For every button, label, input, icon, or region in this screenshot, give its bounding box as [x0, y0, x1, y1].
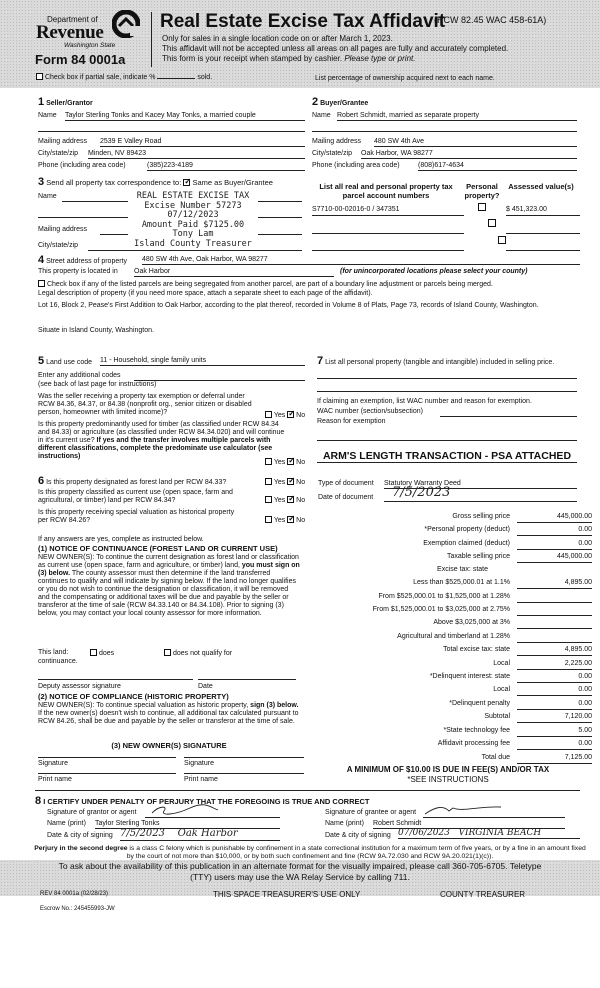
buyer-mailing-field[interactable]: 480 SW 4th Ave — [374, 138, 577, 147]
stamp-office: Island County Treasurer — [134, 238, 252, 249]
doc-type-field[interactable]: Statutory Warranty Deed — [384, 480, 577, 489]
street-address-row: 4 Street address of property — [38, 254, 128, 266]
treasurer-use-label: THIS SPACE TREASURER'S USE ONLY — [213, 890, 361, 899]
owner-signature-line-1[interactable] — [38, 757, 176, 758]
corr-name-label: Name — [38, 193, 57, 200]
personal-property-checkbox[interactable] — [478, 203, 486, 211]
seller-name-field[interactable]: Taylor Sterling Tonks and Kacey May Tonks, a married couple — [65, 112, 305, 121]
grantee-signature-field[interactable] — [423, 809, 565, 818]
buyer-section-title: 2 Buyer/Grantee — [312, 96, 369, 108]
segregated-row — [38, 280, 598, 289]
parcel-number-field[interactable] — [312, 242, 464, 251]
tax-row-tier3: From $1,525,000.01 to $3,025,000 at 2.75% — [310, 606, 600, 616]
buyer-city-label: City/state/zip — [312, 150, 353, 157]
seller-city-field[interactable]: Minden, NV 89423 — [88, 150, 305, 159]
ownership-note: List percentage of ownership acquired next to each name. — [315, 75, 495, 82]
current-use-yes-checkbox[interactable] — [265, 496, 272, 503]
exemption-no-checkbox[interactable] — [287, 411, 294, 418]
buyer-city-field[interactable]: Oak Harbor, WA 98277 — [361, 150, 577, 159]
forest-question: 6 Is this property designated as forest land per RCW 84.33? — [38, 475, 227, 487]
stamp-excise-number: Excise Number 57273 — [144, 200, 242, 211]
historic-no-checkbox[interactable] — [287, 516, 294, 523]
grantor-name-field[interactable]: Taylor Sterling Tonks — [95, 820, 280, 829]
tax-row-processing-fee: Affidavit processing fee 0.00 — [310, 740, 600, 750]
seller-phone-label: Phone (including area code) — [38, 162, 126, 169]
new-owner-signature-title: (3) NEW OWNER(S) SIGNATURE — [111, 741, 227, 750]
grantor-signature-scribble-icon — [150, 803, 220, 817]
tax-row-agricultural: Agricultural and timberland at 1.28% — [310, 633, 600, 643]
historic-question: Is this property receiving special valuation as historical property per RCW 84.26? — [38, 509, 235, 525]
taxable-selling-price[interactable]: 445,000.00 — [517, 553, 592, 563]
grantor-date: 7/5/2023 — [120, 828, 165, 839]
certify-title: 8 I CERTIFY UNDER PENALTY OF PERJURY THAT THE FOREGOING IS TRUE AND CORRECT — [35, 795, 370, 807]
delinquent-penalty[interactable]: 0.00 — [517, 700, 592, 710]
tax-row-gross: Gross selling price 445,000.00 — [310, 513, 600, 523]
parcel-number-field[interactable]: S7710-00-02016-0 / 347351 — [312, 206, 464, 216]
personal-col-header: Personal property? — [464, 182, 500, 200]
assessed-value-field[interactable] — [506, 242, 580, 251]
seller-city-label: City/state/zip — [38, 150, 79, 157]
parcel-col-header: List all real and personal property tax parcel account numbers — [319, 182, 453, 200]
seller-section-title: 1 Seller/Grantor — [38, 96, 93, 108]
total-state-tax[interactable]: 4,895.00 — [517, 646, 592, 656]
grantor-date-label: Date & city of signing — [47, 832, 113, 839]
segregated-checkbox[interactable] — [38, 280, 45, 287]
timber-yes-no: Yes ✓ No — [265, 458, 305, 467]
tax-row-excise-header: Excise tax: state — [437, 566, 488, 573]
partial-sale-checkbox[interactable] — [36, 73, 43, 80]
perjury-notice: Perjury in the second degree is a class C felony which is punishable by confinement in a state correctional institution for a maximum term of five years, or by a fine in an amount fixed by the court of not more than $10,000, or by both such confinement and fine (RCW 9A.72.030 and RCW 9A.20.021(1)(c)). — [34, 845, 586, 860]
seller-name-line2[interactable] — [38, 131, 305, 132]
this-land-label: This land: — [38, 649, 69, 656]
corr-mailing-label: Mailing address — [38, 226, 88, 233]
owner-signature-label-1: Signature — [38, 760, 68, 767]
personal-property-checkbox[interactable] — [488, 219, 496, 227]
doc-date-field[interactable]: 7/5/2023 — [384, 486, 577, 502]
personal-property-checkbox[interactable] — [498, 236, 506, 244]
subtotal[interactable]: 7,120.00 — [517, 713, 592, 723]
reason-label: Reason for exemption — [317, 418, 386, 425]
grantee-date: 07/06/2023 — [398, 828, 450, 838]
forest-no-checkbox[interactable] — [287, 478, 294, 485]
owner-signature-label-2: Signature — [184, 760, 214, 767]
land-use-code-field[interactable]: 11 - Household, single family units — [100, 357, 305, 366]
partial-sale-suffix: sold. — [197, 74, 213, 81]
located-label: This property is located in — [38, 268, 118, 275]
grantee-signature-scribble-icon — [423, 803, 503, 817]
escrow-number: Escrow No.: 245455993-JW — [40, 906, 115, 912]
assessed-value-field[interactable] — [506, 225, 580, 234]
grantee-city: VIRGINIA BEACH — [458, 828, 542, 838]
tax-row-delinquent-interest-state: *Delinquent interest: state 0.00 — [310, 673, 600, 683]
exemption-yes-checkbox[interactable] — [265, 411, 272, 418]
land-use-row: 5 Land use code — [38, 355, 93, 367]
stamp-name: Tony Lam — [172, 229, 214, 240]
tax-row-local: Local 2,225.00 — [310, 660, 600, 670]
buyer-name-label: Name — [312, 112, 331, 119]
owner-signature-line-2[interactable] — [184, 757, 304, 758]
grantee-date-label: Date & city of signing — [325, 832, 391, 839]
forest-yes-no: Yes ✓ No — [265, 478, 305, 487]
grantee-name-field[interactable]: Robert Schmidt — [373, 820, 565, 829]
state-technology-fee[interactable]: 5.00 — [517, 727, 592, 737]
parcel-number-field[interactable] — [312, 225, 464, 234]
doc-date-label: Date of document — [318, 494, 374, 501]
tier2-tax[interactable] — [517, 593, 592, 603]
stamp-line-1: REAL ESTATE EXCISE TAX — [136, 191, 250, 201]
form-number: Form 84 0001a — [35, 52, 126, 67]
logo-state-text: Washington State — [64, 42, 116, 49]
tax-row-tech-fee: *State technology fee 5.00 — [310, 727, 600, 737]
does-option: does — [90, 649, 114, 658]
additional-codes-label: Enter any additional codes — [38, 372, 121, 379]
tax-row-delinquent-penalty: *Delinquent penalty 0.00 — [310, 700, 600, 710]
personal-property-line-2[interactable] — [317, 391, 577, 392]
tax-row-tier4: Above $3,025,000 at 3% — [310, 619, 600, 629]
tax-row-delinquent-interest-local: Local 0.00 — [310, 686, 600, 696]
deputy-signature-line[interactable] — [38, 679, 193, 680]
stamp-date: 07/12/2023 — [167, 210, 219, 221]
tax-row-exemption: Exemption claimed (deduct) 0.00 — [310, 540, 600, 550]
located-note: (for unincorporated locations please select your county) — [340, 268, 528, 275]
tier3-tax[interactable] — [517, 606, 592, 616]
owner-print-label-1: Print name — [38, 776, 72, 783]
if-yes-note: If any answers are yes, complete as instructed below. — [38, 536, 204, 543]
forest-yes-checkbox[interactable] — [265, 478, 272, 485]
buyer-name-field[interactable]: Robert Schmidt, married as separate property — [337, 112, 577, 121]
page-title: Real Estate Excise Tax Affidavit — [160, 11, 446, 32]
same-as-buyer-label: Same as Buyer/Grantee — [192, 178, 273, 187]
notice-compliance-text: NEW OWNER(S): To continue special valuation as historic property, sign (3) below. If the new owner(s) doesn't wish to continue, all additional tax calculated pursuant to RCW 84.26, shall be due and payable by the seller or transferor at the time of sale. — [38, 702, 299, 726]
grantor-date-city-field[interactable] — [120, 828, 280, 841]
tax-row-subtotal: Subtotal 7,120.00 — [310, 713, 600, 723]
current-use-yes-no: Yes ✓ No — [265, 496, 305, 505]
grantor-signature-label: Signature of grantor or agent — [47, 809, 137, 816]
legal-description-label: Legal description of property (if you need more space, attach a separate sheet to each page of the affidavit). — [38, 290, 373, 297]
buyer-name-line2[interactable] — [312, 131, 577, 132]
exemption-yes-no: Yes ✓ No — [265, 411, 305, 420]
partial-sale-label: Check box if partial sale, indicate % — [44, 74, 156, 81]
personal-property-label: 7 List all personal property (tangible and intangible) included in selling price. — [317, 355, 555, 367]
doc-type-label: Type of document — [318, 480, 374, 487]
does-not-checkbox[interactable] — [164, 649, 171, 656]
local-tax[interactable]: 2,225.00 — [517, 660, 592, 670]
reason-line-1[interactable] — [317, 440, 577, 441]
notice-continuance-text: NEW OWNER(S): To continue the current designation as forest land or classification as current use (open space, farm and agriculture, or timber) land, you must sign on (3) below. The county assessor must then determine if the land transferred continues to qualify and will indicate by signing below. If the land no longer qualifies or you do not wish to continue the designation or classification, it will be removed and the compensating or additional taxes will be due and payable by the seller or transferor at the time of sale (RCW 84.33.140 or 84.34.108). Prior to signing (3) below, you may contact your local county assessor for more information. — [38, 554, 300, 618]
subtitle-3: This form is your receipt when stamped by cashier. Please type or print. — [162, 54, 416, 63]
timber-yes-checkbox[interactable] — [265, 458, 272, 465]
delinquent-interest-state[interactable]: 0.00 — [517, 673, 592, 683]
exemption-deduct[interactable]: 0.00 — [517, 540, 592, 550]
street-address-field[interactable]: 480 SW 4th Ave, Oak Harbor, WA 98277 — [142, 256, 580, 265]
logo-revenue-text: Revenue — [36, 22, 104, 43]
tax-row-taxable: Taxable selling price 445,000.00 — [310, 553, 600, 563]
assessed-col-header: Assessed value(s) — [508, 182, 574, 191]
treasurer-stamp — [128, 192, 258, 249]
seller-mailing-label: Mailing address — [38, 138, 88, 145]
grantor-signature-field[interactable] — [145, 809, 280, 818]
tier1-tax[interactable]: 4,895.00 — [517, 579, 592, 589]
tier4-tax[interactable] — [517, 619, 592, 629]
legal-description-text[interactable]: Lot 16, Block 2, Pease's First Addition to Oak Harbor, according to the plat thereof, recorded in Volume 8 of Plats, Page 73, records of Island County, Washington. — [38, 302, 539, 309]
county-treasurer-label: COUNTY TREASURER — [440, 890, 526, 899]
correspondence-row: 3 Send all property tax correspondence to: ✓ Same as Buyer/Grantee — [38, 176, 273, 189]
tax-row-total-due: Total due 7,125.00 — [310, 754, 600, 764]
additional-codes-note: (see back of last page for instructions) — [38, 381, 157, 388]
grantee-name-label: Name (print) — [325, 820, 364, 827]
logo-dept-text: Department of — [47, 15, 98, 24]
segregated-label: Check box if any of the listed parcels are being segregated from another parcel, are part of a boundary line adjustment or parcels being merged. — [46, 281, 493, 288]
does-checkbox[interactable] — [90, 649, 97, 656]
grantee-signature-label: Signature of grantee or agent — [325, 809, 417, 816]
deputy-signature-label: Deputy assessor signature — [38, 683, 121, 690]
notice-compliance-title: (2) NOTICE OF COMPLIANCE (HISTORIC PROPERTY) — [38, 692, 229, 701]
tax-row-tier2: From $525,000.01 to $1,525,000 at 1.28% — [310, 593, 600, 603]
rcw-reference: (RCW 82.45 WAC 458-61A) — [434, 15, 547, 25]
located-field[interactable]: Oak Harbor — [134, 268, 334, 277]
notice-continuance-title: (1) NOTICE OF CONTINUANCE (FOREST LAND OR CURRENT USE) — [38, 544, 278, 553]
wac-label: WAC number (section/subsection) — [317, 408, 423, 415]
continuance-label: continuance. — [38, 658, 78, 665]
see-instructions-note: *SEE INSTRUCTIONS — [407, 775, 489, 784]
additional-codes-field[interactable] — [134, 372, 305, 381]
corr-city-label: City/state/zip — [38, 242, 79, 249]
buyer-phone-field[interactable]: (808)617-4634 — [418, 162, 577, 171]
does-not-option: does not qualify for — [164, 649, 232, 658]
accessibility-line-2: (TTY) users may use the WA Relay Service by calling 711. — [190, 872, 410, 882]
affidavit-processing-fee[interactable]: 0.00 — [517, 740, 592, 750]
agricultural-tax[interactable] — [517, 633, 592, 643]
partial-sale-row — [36, 73, 212, 82]
revision-number: REV 84 0001a (02/28/23) — [40, 891, 109, 897]
tax-row-personal: *Personal property (deduct) 0.00 — [310, 526, 600, 536]
same-as-buyer-checkbox[interactable] — [183, 179, 190, 186]
tax-row-tier1: Less than $525,000.01 at 1.1% 4,895.00 — [310, 579, 600, 589]
owner-print-line-2[interactable] — [184, 773, 304, 774]
owner-print-line-1[interactable] — [38, 773, 176, 774]
reason-field[interactable]: ARM'S LENGTH TRANSACTION - PSA ATTACHED — [317, 450, 577, 463]
current-use-no-checkbox[interactable] — [287, 496, 294, 503]
deputy-date-line[interactable] — [198, 679, 296, 680]
delinquent-interest-local[interactable]: 0.00 — [517, 686, 592, 696]
subtitle-1: Only for sales in a single location code on or after March 1, 2023. — [162, 34, 393, 43]
wac-field[interactable] — [440, 408, 577, 417]
header-divider — [151, 12, 152, 67]
historic-yes-no: Yes ✓ No — [265, 516, 305, 525]
exemption-claim-label: If claiming an exemption, list WAC number and reason for exemption. — [317, 398, 532, 405]
seller-mailing-field[interactable]: 2539 E Valley Road — [100, 138, 305, 147]
buyer-mailing-label: Mailing address — [312, 138, 362, 145]
seller-phone-field[interactable]: (385)223-4189 — [147, 162, 305, 171]
grantor-city: Oak Harbor — [177, 828, 238, 839]
gross-selling-price[interactable]: 445,000.00 — [517, 513, 592, 523]
timber-no-checkbox[interactable] — [287, 458, 294, 465]
personal-property-deduct[interactable]: 0.00 — [517, 526, 592, 536]
section-divider — [35, 790, 580, 791]
stamp-amount-paid: Amount Paid $7125.00 — [141, 219, 245, 230]
subtitle-2: This affidavit will not be accepted unless all areas on all pages are fully and accurately completed. — [162, 44, 509, 53]
assessed-value-field[interactable]: $ 451,323.00 — [506, 206, 580, 216]
minimum-due-note: A MINIMUM OF $10.00 IS DUE IN FEE(S) AND/OR TAX — [346, 765, 550, 774]
timber-question: Is this property predominantly used for timber (as classified under RCW 84.34 and 84.33) or agriculture (as classified under RCW 84.34.020) and will continue in it's current use? If yes and the transfer involves multiple parcels with different classifications, complete the predominate use calculator (see instructions) — [38, 421, 285, 461]
owner-print-label-2: Print name — [184, 776, 218, 783]
partial-sale-input[interactable] — [157, 78, 195, 79]
grantor-name-label: Name (print) — [47, 820, 86, 827]
total-due[interactable]: 7,125.00 — [517, 754, 592, 764]
current-use-question: Is this property classified as current use (open space, farm and agricultural, or timber) land per RCW 84.34? — [38, 489, 233, 505]
accessibility-line-1: To ask about the availability of this publication in an alternate format for the visually impaired, please call 360-705-6705. Teletype — [58, 861, 542, 871]
dor-logo-icon — [112, 10, 140, 38]
historic-yes-checkbox[interactable] — [265, 516, 272, 523]
deputy-date-label: Date — [198, 683, 213, 690]
personal-property-line-1[interactable] — [317, 378, 577, 379]
legal-description-situate[interactable]: Situate in Island County, Washington. — [38, 327, 154, 334]
tax-row-total-state: Total excise tax: state 4,895.00 — [310, 646, 600, 656]
grantee-date-city-field[interactable] — [398, 828, 580, 839]
seller-name-label: Name — [38, 112, 57, 119]
exemption-question: Was the seller receiving a property tax exemption or deferral under RCW 84.36, 84.37, or 84.38 (nonprofit org., senior citizen or disabled person, homeowner with limited income)? — [38, 393, 252, 417]
buyer-phone-label: Phone (including area code) — [312, 162, 400, 169]
